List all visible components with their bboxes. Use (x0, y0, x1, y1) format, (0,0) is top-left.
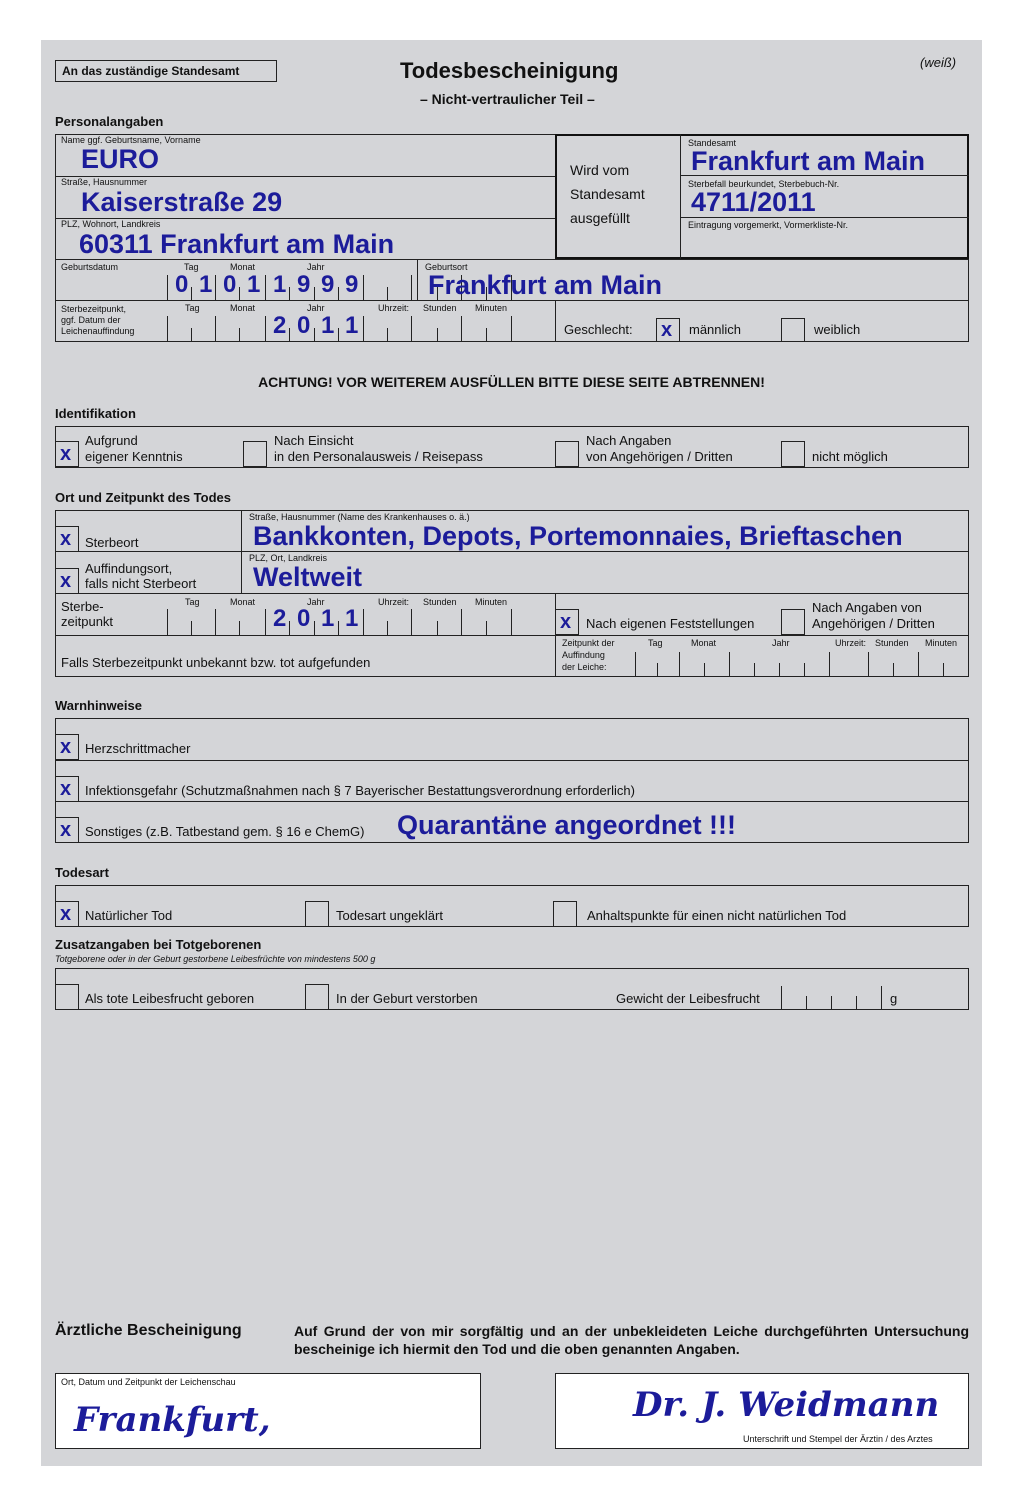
birth-divider (417, 259, 418, 301)
birth-cell-divider (363, 275, 364, 301)
recipient-label: An das zuständige Standesamt (62, 64, 240, 78)
death-certificate-form (41, 40, 982, 1466)
found-tick (754, 663, 755, 677)
death2-tick (191, 621, 192, 635)
id-passport-checkbox[interactable] (243, 441, 267, 467)
city-label: PLZ, Wohnort, Landkreis (61, 219, 161, 229)
birth-cell-divider (167, 275, 168, 301)
found-cell-divider (679, 652, 680, 677)
infection-check-mark: x (60, 778, 72, 800)
death2-day-label: Tag (185, 597, 200, 607)
name-label: Name ggf. Geburtsname, Vorname (61, 135, 201, 145)
death-place-label: Sterbeort (85, 535, 139, 550)
certification-text: Auf Grund der von mir sorgfältig und an der unbekleideten Leiche durchgeführten Untersuchung bescheinige ich hiermit den Tod und die oben genannten Angaben. (294, 1323, 969, 1357)
death-tick (338, 328, 339, 342)
death-time-2-label-2: zeitpunkt (61, 614, 114, 629)
form-title: Todesbescheinigung (400, 58, 619, 83)
unnatural-label: Anhaltspunkte für einen nicht natürlichen Tod (587, 908, 847, 923)
death2-minutes-label: Minuten (475, 597, 508, 607)
death-time-label-2: ggf. Datum der (61, 315, 121, 325)
found-time-label-1: Zeitpunkt der (562, 638, 615, 648)
birthplace-value: Frankfurt am Main (428, 270, 663, 300)
dead-fetus-checkbox[interactable] (55, 984, 79, 1010)
found-year-label: Jahr (772, 638, 790, 648)
found-day-label: Tag (648, 638, 663, 648)
found-cell-divider (729, 652, 730, 677)
color-note: (weiß) (920, 55, 957, 70)
death-digit: 1 (345, 312, 359, 339)
place-city-value: Weltweit (253, 562, 363, 592)
pacemaker-label: Herzschrittmacher (85, 741, 191, 756)
birth-tick (314, 287, 315, 301)
infection-label: Infektionsgefahr (Schutzmaßnahmen nach § 7 Bayerischer Bestattungsverordnung erforderlich) (85, 783, 635, 798)
death2-year-label: Jahr (307, 597, 325, 607)
unknown-time-label: Falls Sterbezeitpunkt unbekannt bzw. tot aufgefunden (61, 655, 371, 670)
death2-cell-divider (511, 609, 512, 635)
relatives-checkbox[interactable] (781, 609, 805, 635)
registry-note-1: Wird vom (570, 162, 630, 178)
death-time-2-label-1: Sterbe- (61, 599, 104, 614)
death2-tick (486, 621, 487, 635)
birth-tick (191, 287, 192, 301)
found-month-label: Monat (691, 638, 717, 648)
death-time-label-3: Leichenauffindung (61, 326, 135, 336)
row-divider (55, 760, 969, 761)
id-relatives-line1: Nach Angaben (586, 433, 672, 448)
place-street-label: Straße, Hausnummer (Name des Krankenhauses o. ä.) (249, 512, 470, 522)
section-identification: Identifikation (55, 406, 136, 421)
found-place-label-2: falls nicht Sterbeort (85, 576, 197, 591)
natural-label: Natürlicher Tod (85, 908, 173, 923)
death-tick (191, 328, 192, 342)
own-findings-label: Nach eigenen Feststellungen (586, 616, 755, 631)
weight-tick (806, 996, 807, 1010)
death-digit: 0 (297, 312, 311, 339)
section-manner: Todesart (55, 865, 109, 880)
form-subtitle: – Nicht-vertraulicher Teil – (420, 91, 595, 107)
male-check-mark: x (661, 319, 673, 341)
signature-label: Unterschrift und Stempel der Ärztin / des Arztes (743, 1434, 933, 1444)
found-cell-divider (918, 652, 919, 677)
found-cell-divider (635, 652, 636, 677)
id-impossible-checkbox[interactable] (781, 441, 805, 467)
found-cell-divider (829, 652, 830, 677)
death-year-label: Jahr (307, 303, 325, 313)
examination-place-label: Ort, Datum und Zeitpunkt der Leichenschau (61, 1377, 236, 1387)
place-divider (241, 510, 242, 594)
found-tick (943, 663, 944, 677)
death2-cell-divider (363, 609, 364, 635)
place-street-value: Bankkonten, Depots, Portemonnaies, Brieftaschen (253, 521, 903, 551)
death2-digit: 1 (321, 605, 335, 632)
registry-label: Standesamt (688, 138, 737, 148)
weight-unit: g (890, 991, 898, 1006)
other-warning-label: Sonstiges (z.B. Tatbestand gem. § 16 e ChemG) (85, 824, 365, 839)
section-place-time: Ort und Zeitpunkt des Todes (55, 490, 231, 505)
pacemaker-check-mark: x (60, 736, 72, 758)
death-tick (314, 328, 315, 342)
found-tick (779, 663, 780, 677)
death-tick (239, 328, 240, 342)
death2-digit: 1 (345, 605, 359, 632)
death2-hours-label: Stunden (423, 597, 457, 607)
found-tick (657, 663, 658, 677)
detach-notice: ACHTUNG! VOR WEITEREM AUSFÜLLEN BITTE DIESE SEITE ABTRENNEN! (258, 374, 765, 390)
street-value: Kaiserstraße 29 (81, 187, 283, 217)
weight-label: Gewicht der Leibesfrucht (616, 991, 760, 1006)
id-relatives-line2: von Angehörigen / Dritten (586, 449, 733, 464)
death-cell-divider (215, 316, 216, 342)
relatives-label-2: Angehörigen / Dritten (812, 616, 935, 631)
section-stillborn: Zusatzangaben bei Totgeborenen (55, 937, 262, 952)
row-divider (55, 801, 969, 802)
death2-cell-divider (265, 609, 266, 635)
found-hours-label: Stunden (875, 638, 909, 648)
weight-cell-divider (881, 986, 882, 1010)
birth-cell-divider (265, 275, 266, 301)
registry-nr-label: Sterbefall beurkundet, Sterbebuch-Nr. (688, 179, 840, 189)
id-passport-line1: Nach Einsicht (274, 433, 354, 448)
death2-tick (338, 621, 339, 635)
time-divider (555, 593, 556, 677)
death-tick (437, 328, 438, 342)
weight-cell-divider (781, 986, 782, 1010)
death-digit: 1 (321, 312, 335, 339)
death-time-label-1: Sterbezeitpunkt, (61, 304, 127, 314)
found-tick (893, 663, 894, 677)
birth-digit: 1 (273, 271, 287, 298)
found-minutes-label: Minuten (925, 638, 958, 648)
found-time-label-3: der Leiche: (562, 662, 607, 672)
death2-tick (239, 621, 240, 635)
row-divider (55, 635, 969, 636)
death-time-hour-label: Uhrzeit: (378, 303, 410, 313)
death2-cell-divider (411, 609, 412, 635)
died-birth-checkbox[interactable] (305, 984, 329, 1010)
birth-digit: 1 (199, 271, 213, 298)
female-checkbox[interactable] (781, 318, 805, 342)
death-day-label: Tag (185, 303, 200, 313)
section-warnings: Warnhinweise (55, 698, 142, 713)
birthdate-label: Geburtsdatum (61, 262, 119, 272)
death-minutes-label: Minuten (475, 303, 508, 313)
id-own-check-mark: x (60, 443, 72, 465)
natural-check-mark: x (60, 903, 72, 925)
place-city-label: PLZ, Ort, Landkreis (249, 553, 328, 563)
physician-signature: Dr. J. Weidmann (633, 1385, 940, 1425)
street-label: Straße, Hausnummer (61, 177, 148, 187)
female-label: weiblich (814, 322, 861, 337)
dead-fetus-label: Als tote Leibesfrucht geboren (85, 991, 255, 1006)
registry-divider (680, 134, 681, 259)
death2-month-label: Monat (230, 597, 256, 607)
death-cell-divider (461, 316, 462, 342)
birth-digit: 9 (345, 271, 359, 298)
death2-time-label: Uhrzeit: (378, 597, 410, 607)
birth-day-label: Tag (184, 262, 199, 272)
registry-note-2: Standesamt (570, 186, 645, 202)
death-month-label: Monat (230, 303, 256, 313)
certification-title: Ärztliche Bescheinigung (55, 1322, 242, 1339)
death2-cell-divider (167, 609, 168, 635)
other-warning-value: Quarantäne angeordnet !!! (397, 810, 737, 840)
found-time-label-2: Auffindung (562, 650, 605, 660)
birth-tick (387, 287, 388, 301)
registry-note-3: ausgefüllt (570, 210, 630, 226)
name-value: EURO (81, 144, 160, 174)
other-warning-check-mark: x (60, 819, 72, 841)
examination-place-value: Frankfurt, (74, 1400, 271, 1440)
death2-tick (387, 621, 388, 635)
id-passport-line2: in den Personalausweis / Reisepass (274, 449, 483, 464)
birth-digit: 1 (247, 271, 261, 298)
stillborn-subtitle: Totgeborene oder in der Geburt gestorbene Leibesfrüchte von mindestens 500 g (55, 954, 376, 964)
death2-digit: 0 (297, 605, 311, 632)
id-impossible-label: nicht möglich (812, 449, 888, 464)
death2-tick (437, 621, 438, 635)
found-place-check-mark: x (60, 570, 72, 592)
gender-label: Geschlecht: (564, 322, 633, 337)
death2-tick (289, 621, 290, 635)
birth-digit: 9 (321, 271, 335, 298)
death2-cell-divider (215, 609, 216, 635)
birth-digit: 0 (223, 271, 237, 298)
registry-nr-value: 4711/2011 (691, 187, 816, 217)
birth-tick (239, 287, 240, 301)
id-relatives-checkbox[interactable] (555, 441, 579, 467)
death-tick (387, 328, 388, 342)
birth-month-label: Monat (230, 262, 256, 272)
unclear-label: Todesart ungeklärt (336, 908, 443, 923)
death-digit: 2 (273, 312, 287, 339)
death-cell-divider (411, 316, 412, 342)
own-findings-check-mark: x (560, 611, 572, 633)
birth-tick (338, 287, 339, 301)
death-tick (486, 328, 487, 342)
birth-cell-divider (411, 275, 412, 301)
registry-value: Frankfurt am Main (691, 146, 926, 176)
found-place-label-1: Auffindungsort, (85, 561, 173, 576)
death2-tick (314, 621, 315, 635)
gender-divider (555, 300, 556, 342)
birthplace-label: Geburtsort (425, 262, 468, 272)
unnatural-checkbox[interactable] (553, 901, 577, 927)
found-tick (804, 663, 805, 677)
male-label: männlich (689, 322, 742, 337)
death-cell-divider (363, 316, 364, 342)
death2-cell-divider (461, 609, 462, 635)
death-place-check-mark: x (60, 528, 72, 550)
died-birth-label: In der Geburt verstorben (336, 991, 478, 1006)
registry-entry-label: Eintragung vorgemerkt, Vormerkliste-Nr. (688, 220, 849, 230)
relatives-label-1: Nach Angaben von (812, 600, 922, 615)
birth-cell-divider (215, 275, 216, 301)
death-hours-label: Stunden (423, 303, 457, 313)
id-own-line1: Aufgrund (85, 433, 138, 448)
unclear-checkbox[interactable] (305, 901, 329, 927)
weight-tick (856, 996, 857, 1010)
weight-tick (831, 996, 832, 1010)
birth-tick (289, 287, 290, 301)
city-value: 60311 Frankfurt am Main (79, 229, 395, 259)
found-cell-divider (868, 652, 869, 677)
section-personal: Personalangaben (55, 114, 164, 129)
found-time-label: Uhrzeit: (835, 638, 867, 648)
id-own-line2: eigener Kenntnis (85, 449, 183, 464)
birth-digit: 0 (175, 271, 189, 298)
birth-digit: 9 (297, 271, 311, 298)
death-cell-divider (167, 316, 168, 342)
death-tick (289, 328, 290, 342)
death-cell-divider (511, 316, 512, 342)
death2-digit: 2 (273, 605, 287, 632)
birth-year-label: Jahr (307, 262, 325, 272)
death-cell-divider (265, 316, 266, 342)
found-tick (704, 663, 705, 677)
